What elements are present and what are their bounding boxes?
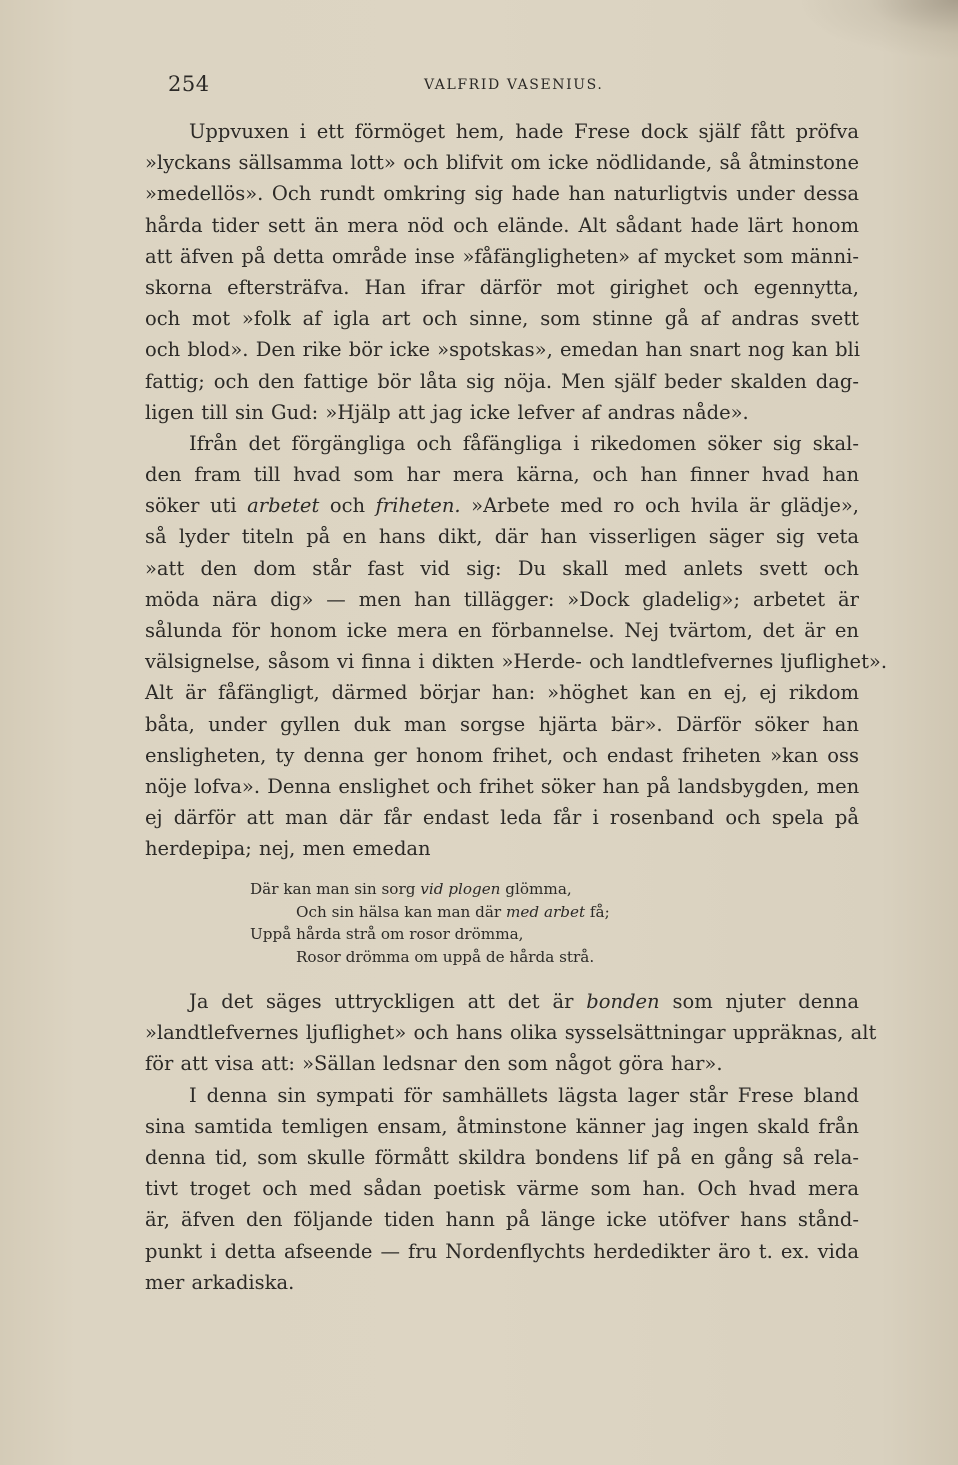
text-line: välsignelse, såsom vi finna i dikten »Herde- och landtlefvernes ljuflighet». bbox=[145, 650, 888, 674]
running-head: VALFRID VASENIUS. bbox=[424, 77, 604, 93]
text-line: är, äfven den följande tiden hann på länge icke utöfver hans stånd- bbox=[145, 1208, 859, 1232]
text-line: sålunda för honom icke mera en förbannelse. Nej tvärtom, det är en bbox=[145, 619, 859, 642]
text-line: Ifrån det förgängliga och fåfängliga i rikedomen söker sig skal- bbox=[189, 431, 859, 455]
page-number: 254 bbox=[168, 72, 210, 96]
text-line: Alt är fåfängligt, därmed börjar han: »höghet kan en ej, ej rikdom bbox=[145, 681, 859, 705]
text-line: I denna sin sympati för samhällets lägsta lager står Frese bland bbox=[189, 1083, 859, 1107]
main-text-continued bbox=[145, 986, 877, 1298]
text-line: ensligheten, ty denna ger honom frihet, och endast friheten »kan oss bbox=[145, 743, 859, 767]
text-line: för att visa att: »Sällan ledsnar den som något göra har». bbox=[145, 1052, 723, 1076]
poem-line: Och sin hälsa kan man där med arbet få; bbox=[296, 902, 610, 921]
text-line: fattig; och den fattige bör låta sig nöja. Men själf beder skalden dag- bbox=[145, 369, 859, 393]
poem-line: Där kan man sin sorg vid plogen glömma, bbox=[250, 880, 572, 898]
text-line: och mot »folk af igla art och sinne, som stinne gå af andras svett bbox=[145, 307, 859, 331]
italic-arbetet: arbetet bbox=[247, 494, 320, 518]
text-line: ej därför att man där får endast leda får i rosenband och spela på bbox=[145, 806, 859, 830]
text-line: »lyckans sällsamma lott» och blifvit om icke nödlidande, så åtminstone bbox=[145, 151, 859, 175]
text-line: ligen till sin Gud: »Hjälp att jag icke lefver af andras nåde». bbox=[145, 400, 749, 424]
text-line: sina samtida temligen ensam, åtminstone känner jag ingen skald från bbox=[145, 1114, 859, 1138]
page-corner-shadow bbox=[798, 0, 958, 60]
text-line: Uppvuxen i ett förmöget hem, hade Frese dock själf fått pröfva bbox=[189, 120, 859, 143]
italic-bonden: bonden bbox=[586, 990, 660, 1013]
poem-quote bbox=[250, 878, 690, 968]
text-line: »att den dom står fast vid sig: Du skall med anlets svett och bbox=[145, 556, 859, 580]
text-line: denna tid, som skulle förmått skildra bondens lif på en gång så rela- bbox=[145, 1145, 859, 1169]
text-line: nöje lofva». Denna enslighet och frihet söker han på landsbygden, men bbox=[145, 774, 860, 798]
text-line: att äfven på detta område inse »fåfängligheten» af mycket som männi- bbox=[145, 244, 859, 268]
text-line: båta, under gyllen duk man sorgse hjärta bär». Därför söker han bbox=[145, 712, 859, 736]
text-line: så lyder titeln på en hans dikt, där han visserligen säger sig veta bbox=[145, 525, 859, 549]
text-line: och blod». Den rike bör icke »spotskas», emedan han snart nog kan bli bbox=[145, 338, 861, 362]
text-line: hårda tider sett än mera nöd och elände. Alt sådant hade lärt honom bbox=[145, 213, 859, 237]
page-header bbox=[168, 72, 858, 102]
text-line-with-italics: Ja det säges uttryckligen att det är bonden som njuter denna bbox=[189, 990, 859, 1013]
text-line-with-italics: söker uti arbetet och friheten. »Arbete med ro och hvila är glädje», bbox=[145, 494, 859, 518]
poem-line: Rosor drömma om uppå de hårda strå. bbox=[296, 947, 595, 966]
text-line: herdepipa; nej, men emedan bbox=[145, 837, 431, 861]
text-line: »medellös». Och rundt omkring sig hade han naturligtvis under dessa bbox=[145, 182, 859, 206]
text-line: tivt troget och med sådan poetisk värme som han. Och hvad mera bbox=[145, 1177, 859, 1201]
text-line: möda nära dig» — men han tillägger: »Dock gladelig»; arbetet är bbox=[145, 587, 859, 611]
text-line: »landtlefvernes ljuflighet» och hans olika sysselsättningar uppräknas, alt bbox=[145, 1021, 877, 1045]
text-line: skorna eftersträfva. Han ifrar därför mot girighet och egennytta, bbox=[145, 275, 859, 299]
text-line: mer arkadiska. bbox=[145, 1270, 295, 1294]
text-line: punkt i detta afseende — fru Nordenflychts herdedikter äro t. ex. vida bbox=[145, 1239, 859, 1263]
poem-line: Uppå hårda strå om rosor drömma, bbox=[250, 925, 524, 943]
text-line: den fram till hvad som har mera kärna, och han finner hvad han bbox=[145, 463, 859, 487]
main-text bbox=[145, 116, 888, 865]
italic-friheten: friheten. bbox=[375, 494, 461, 518]
